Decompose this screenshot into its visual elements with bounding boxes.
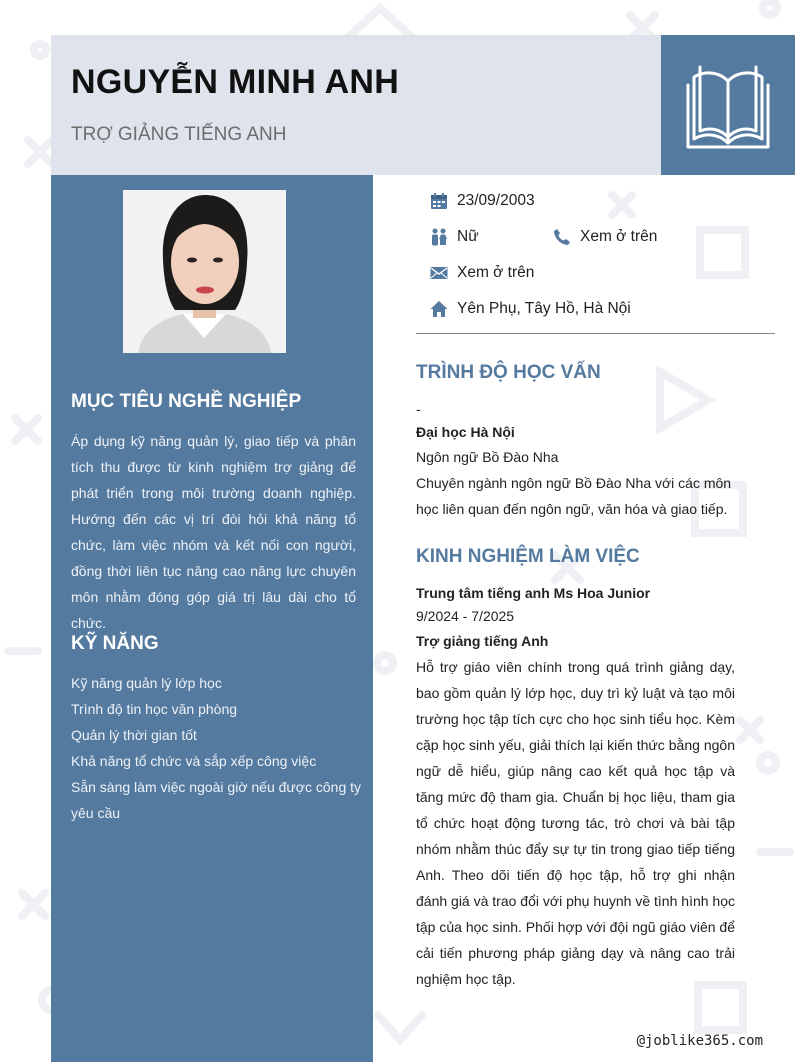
skill-item: Quản lý thời gian tốt: [71, 727, 197, 743]
education-major: Ngôn ngữ Bồ Đào Nha: [416, 449, 559, 465]
education-description: Chuyên ngành ngôn ngữ Bồ Đào Nha với các môn học liên quan đến ngôn ngữ, văn hóa và giao tiếp.: [416, 475, 732, 517]
contact-email: [430, 264, 534, 282]
skill-item: Khả năng tổ chức và sắp xếp công việc: [71, 753, 317, 769]
left-sidebar: [51, 175, 373, 1062]
skills-heading: KỸ NĂNG: [71, 633, 159, 654]
address-value: Yên Phụ, Tây Hồ, Hà Nội: [457, 300, 631, 317]
header-logo-box: [661, 35, 795, 175]
objective-text: Áp dụng kỹ năng quản lý, giao tiếp và phân tích thu được từ kinh nghiệm trợ giảng để phát triển trong môi trường doanh nghiệp. Hướng đến các vị trí đòi hỏi khả năng tổ chức, làm việc nhóm và kết nối con người, đồng thời liên tục nâng cao năng lực chuyên môn nhằm đóng góp giá trị lâu dài cho tổ chức.: [71, 433, 356, 631]
education-school: Đại học Hà Nội: [416, 424, 515, 440]
skills-list: [71, 670, 361, 826]
contact-address: [430, 300, 631, 318]
gender-icon: [430, 228, 448, 246]
experience-period: 9/2024 - 7/2025: [416, 608, 515, 624]
profile-photo: [123, 190, 286, 353]
candidate-role: TRỢ GIẢNG TIẾNG ANH: [71, 124, 287, 145]
experience-description: Hỗ trợ giáo viên chính trong quá trình giảng dạy, bao gồm quản lý lớp học, duy trì kỷ luật và tạo môi trường học tập tích cực cho học sinh tiểu học. Kèm cặp học sinh yếu, giải thích lại kiến thức bằng ngôn ngữ dễ hiểu, giúp nâng cao kết quả học tập và tăng mức độ tham gia. Chuẩn bị học liệu, tham gia tổ chức hoạt động tương tác, trò chơi và bài tập nhóm nhằm thúc đẩy sự tự tin trong giao tiếp tiếng Anh. Theo dõi tiến độ học tập, hỗ trợ ghi nhận đánh giá và trao đổi với phụ huynh về tình hình học tập của học sinh. Phối hợp với đội ngũ giáo viên để cải tiến phương pháp giảng dạy và nâng cao trải nghiệm học tập.: [416, 659, 735, 987]
avatar: [123, 190, 286, 353]
gender-value: Nữ: [457, 228, 479, 245]
footer-watermark[interactable]: @joblike365.com: [636, 1033, 763, 1049]
calendar-icon: [430, 192, 448, 210]
education-period: -: [416, 401, 421, 417]
birthday-value: 23/09/2003: [457, 192, 535, 209]
skill-item: Sẵn sàng làm việc ngoài giờ nếu được công ty yêu cầu: [71, 779, 362, 821]
experience-company: Trung tâm tiếng anh Ms Hoa Junior: [416, 585, 651, 601]
home-icon: [430, 300, 448, 318]
candidate-name: NGUYỄN MINH ANH: [71, 63, 400, 101]
email-value: Xem ở trên: [457, 264, 535, 281]
contact-birthday: [430, 192, 535, 210]
experience-heading: KINH NGHIỆM LÀM VIỆC: [416, 546, 640, 567]
skill-item: Kỹ năng quản lý lớp học: [71, 675, 222, 691]
phone-icon: [553, 228, 571, 246]
education-heading: TRÌNH ĐỘ HỌC VẤN: [416, 362, 601, 383]
contact-divider: [416, 333, 775, 334]
experience-position: Trợ giảng tiếng Anh: [416, 633, 549, 649]
mail-icon: [430, 264, 448, 282]
contact-phone: [553, 228, 657, 246]
open-book-icon: [680, 57, 776, 153]
resume-header: [51, 35, 661, 175]
objective-heading: MỤC TIÊU NGHỀ NGHIỆP: [71, 391, 302, 412]
phone-value: Xem ở trên: [580, 228, 658, 245]
skill-item: Trình độ tin học văn phòng: [71, 701, 238, 717]
contact-gender: [430, 228, 479, 246]
